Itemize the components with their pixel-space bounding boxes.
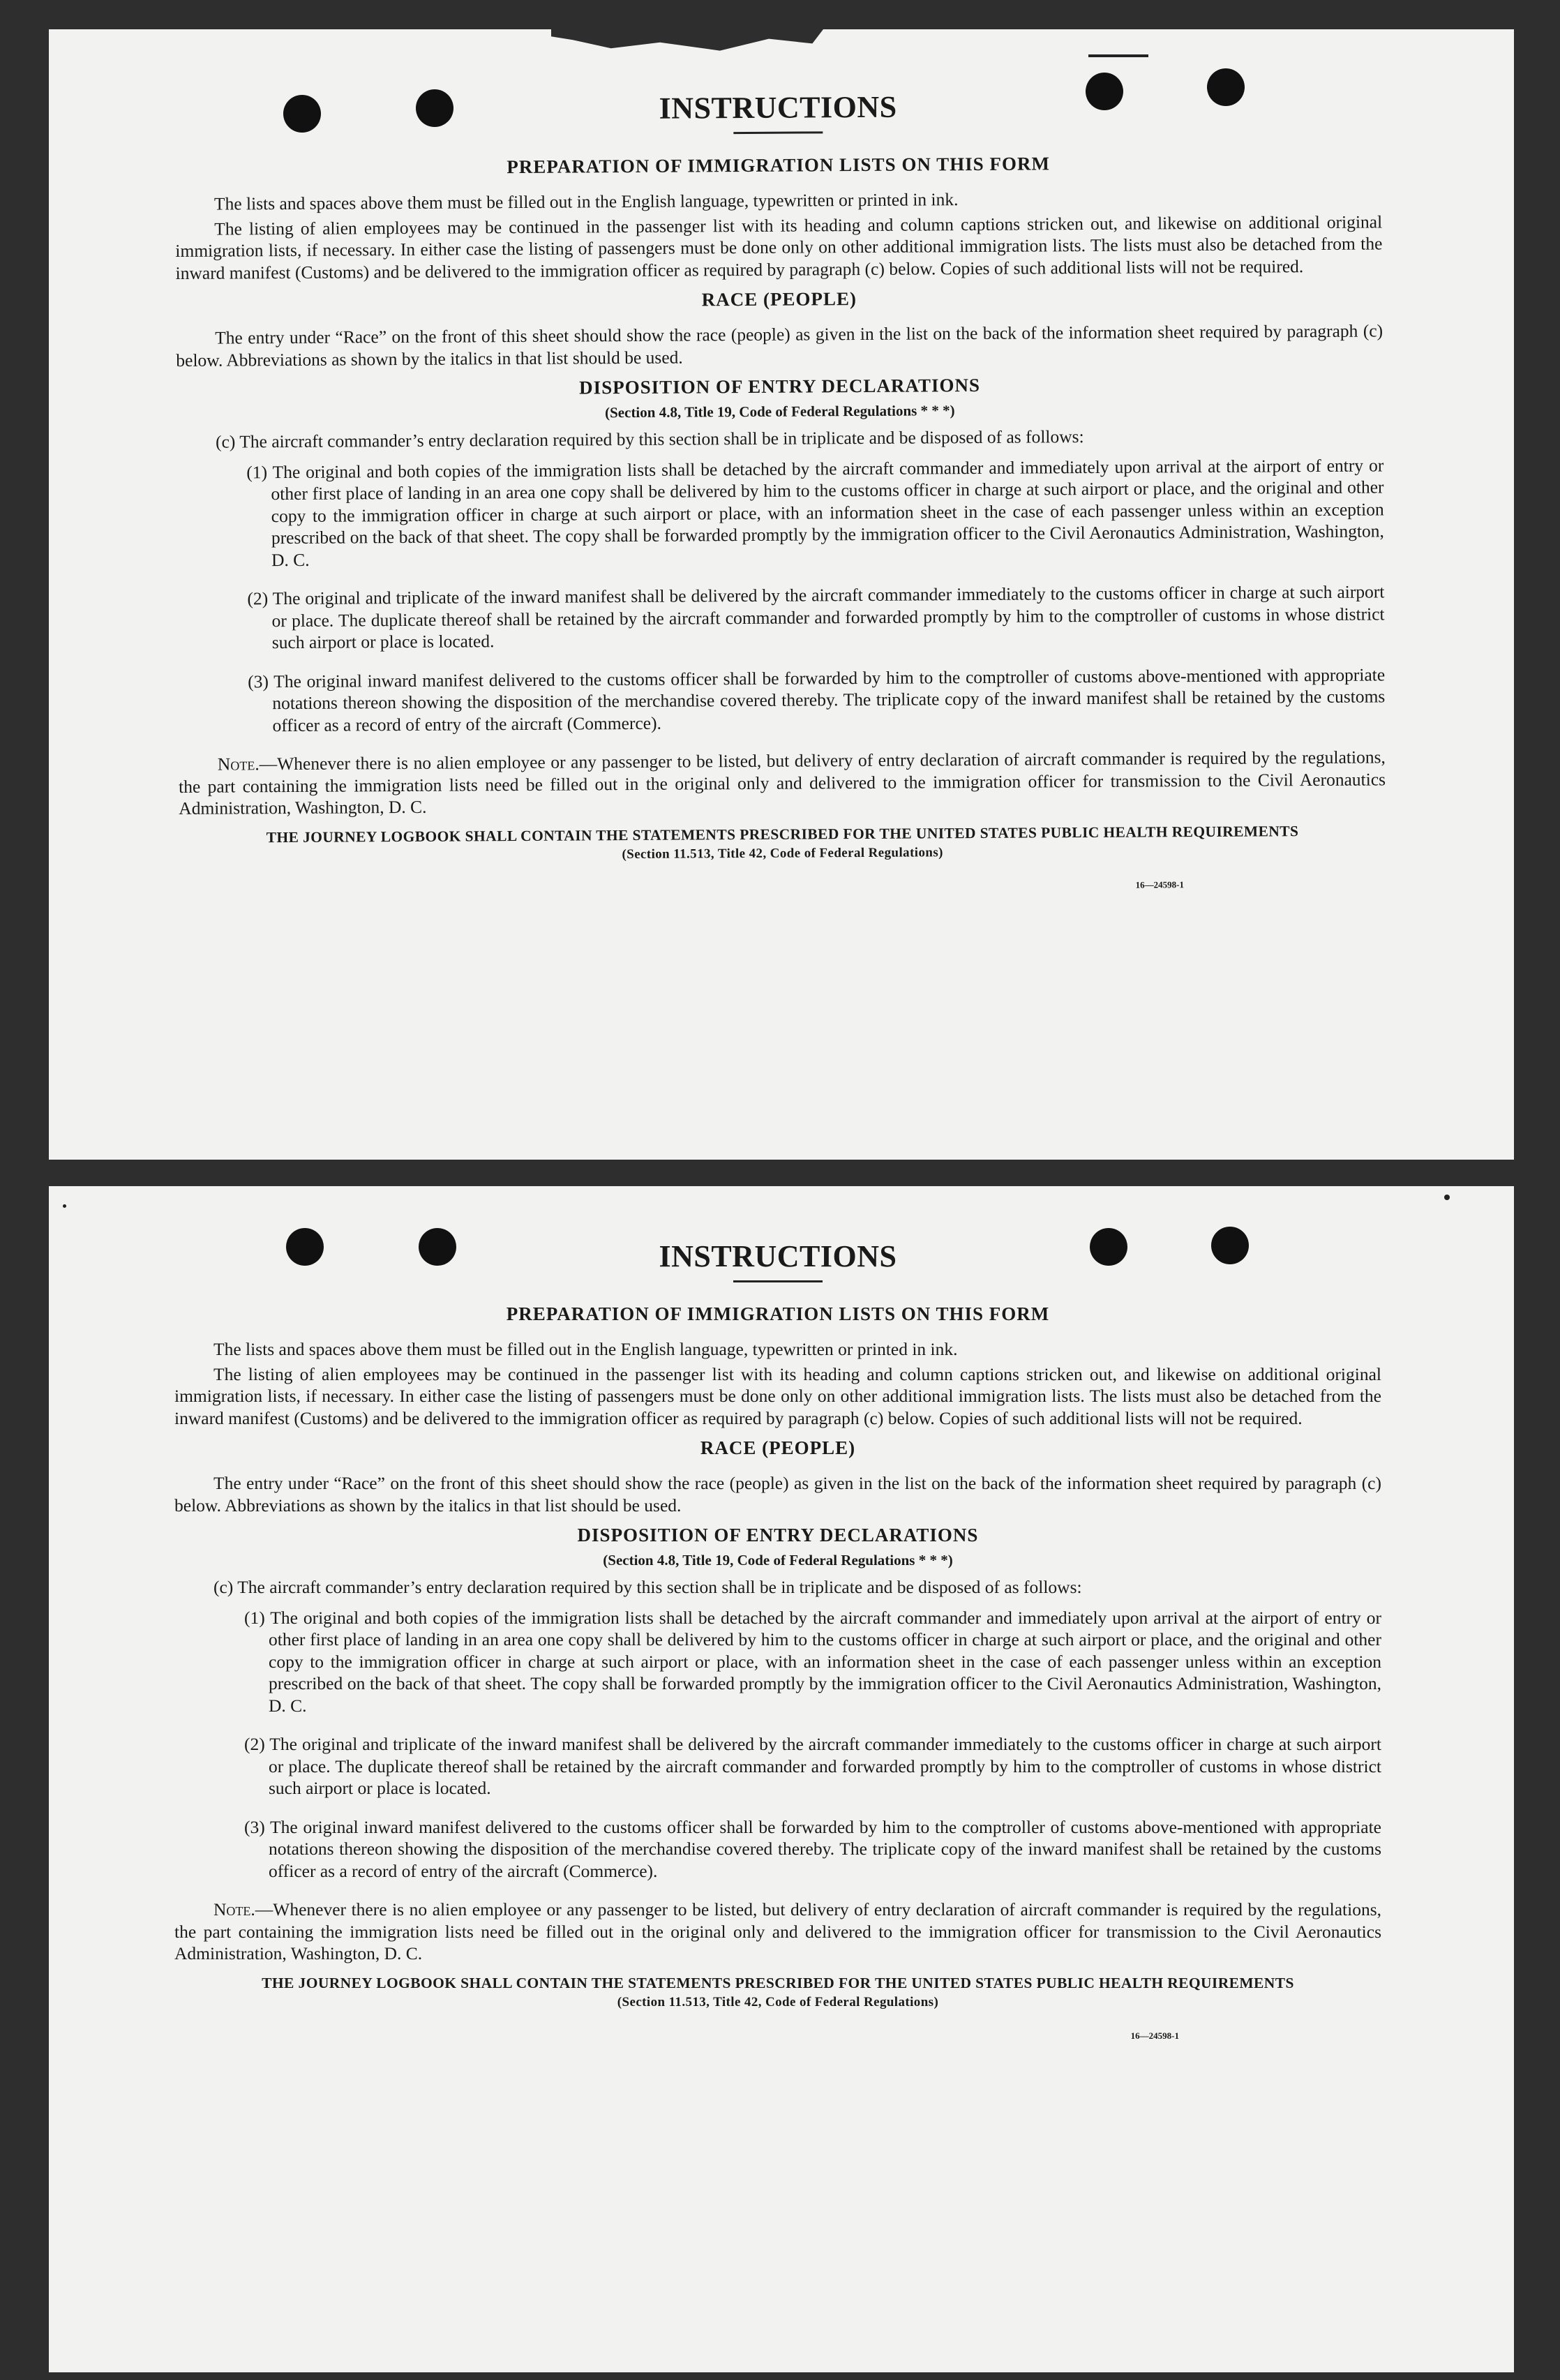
clause-3: (3) The original inward manifest delivered to the customs officer shall be forwarded by him to the comptroller of customs above-mentioned with appropriate notations thereon showing the disposition of the merchandise covered thereby. The triplicate copy of the inward manifest shall be retained by the customs officer as a record of entry of the aircraft (Commerce). xyxy=(248,664,1386,735)
disposition-citation: (Section 4.8, Title 19, Code of Federal Regulations * * *) xyxy=(605,402,955,421)
journey-logbook-citation: (Section 11.513, Title 42, Code of Federal Regulations) xyxy=(622,844,943,862)
note-paragraph xyxy=(179,746,1386,819)
note-paragraph xyxy=(174,1899,1381,1965)
preparation-paragraph-2: The listing of alien employees may be continued in the passenger list with its heading and column captions stricken out, and likewise on additional original immigration lists, if necessary. In either case the listing of passengers must be done only on other additional immigration lists. The lists must also be detached from the inward manifest (Customs) and be delivered to the immigration officer as required by paragraph (c) below. Copies of such additional lists will not be required. xyxy=(175,211,1383,283)
note-label: Note. xyxy=(217,754,260,774)
disposition-citation: (Section 4.8, Title 19, Code of Federal Regulations * * *) xyxy=(603,1552,953,1569)
clause-1: (1) The original and both copies of the immigration lists shall be detached by the aircraft commander and immediately upon arrival at the airport of entry or other first place of landing in an area one copy shall be delivered by him to the customs officer in charge at such airport or place, and the original and other copy to the immigration officer in charge at such airport or place, with an information sheet in the case of each passenger unless within an exception prescribed on the back of that sheet. The copy shall be forwarded promptly by the immigration officer to the Civil Aeronautics Administration, Washington, D. C. xyxy=(246,454,1384,570)
preparation-paragraph-2: The listing of alien employees may be continued in the passenger list with its heading and column captions stricken out, and likewise on additional original immigration lists, if necessary. In either case the listing of passengers must be done only on other additional immigration lists. The lists must also be detached from the inward manifest (Customs) and be delivered to the immigration officer as required by paragraph (c) below. Copies of such additional lists will not be required. xyxy=(174,1363,1381,1428)
clause-2: (2) The original and triplicate of the inward manifest shall be delivered by the aircraft commander immediately to the customs officer in charge at such airport or place. The duplicate thereof shall be retained by the aircraft commander and forwarded promptly by him to the comptroller of customs in whose district such airport or place is located. xyxy=(244,1734,1381,1798)
race-paragraph: The entry under “Race” on the front of this sheet should show the race (people) as given in the list on the back of the information sheet required by paragraph (c) below. Abbreviations as shown by the italics in that list should be used. xyxy=(176,320,1383,371)
disposition-heading: DISPOSITION OF ENTRY DECLARATIONS xyxy=(577,1525,979,1545)
preparation-heading: PREPARATION OF IMMIGRATION LISTS ON THIS FORM xyxy=(506,1303,1050,1324)
ink-mark xyxy=(1088,54,1148,57)
preparation-heading: PREPARATION OF IMMIGRATION LISTS ON THIS FORM xyxy=(507,153,1051,178)
instructions-content-top xyxy=(174,86,1386,896)
clause-c: (c) The aircraft commander’s entry declaration required by this section shall be in triplicate and be disposed of as follows: xyxy=(215,426,1084,452)
race-paragraph: The entry under “Race” on the front of this sheet should show the race (people) as given in the list on the back of the information sheet required by paragraph (c) below. Abbreviations as shown by the italics in that list should be used. xyxy=(174,1473,1381,1515)
page-title: INSTRUCTIONS xyxy=(659,89,897,126)
note-text: —Whenever there is no alien employee or any passenger to be listed, but delivery of entry declaration of aircraft commander is required by the regulations, the part containing the immigration lists need be filled out in the original only and delivered to the immigration officer for transmission to the Civil Aeronautics Administration, Washington, D. C. xyxy=(174,1899,1381,1963)
title-underline xyxy=(733,1280,823,1282)
document-page-bottom xyxy=(49,1186,1514,2372)
instructions-content-bottom xyxy=(174,1238,1381,2042)
clause-3: (3) The original inward manifest delivered to the customs officer shall be forwarded by him to the comptroller of customs above-mentioned with appropriate notations thereon showing the disposition of the merchandise covered thereby. The triplicate copy of the inward manifest shall be retained by the customs officer as a record of entry of the aircraft (Commerce). xyxy=(244,1816,1381,1881)
race-heading: RACE (PEOPLE) xyxy=(700,1437,856,1458)
note-label: Note. xyxy=(213,1899,255,1919)
page-title: INSTRUCTIONS xyxy=(659,1239,897,1273)
disposition-heading: DISPOSITION OF ENTRY DECLARATIONS xyxy=(579,374,981,398)
form-number: 16—24598-1 xyxy=(1135,878,1184,890)
torn-edge xyxy=(551,29,823,53)
document-page-top xyxy=(49,29,1514,1160)
preparation-paragraph-1: The lists and spaces above them must be filled out in the English language, typewritten or printed in ink. xyxy=(213,189,959,214)
journey-logbook-citation: (Section 11.513, Title 42, Code of Federal Regulations) xyxy=(617,1994,939,2009)
journey-logbook-line: THE JOURNEY LOGBOOK SHALL CONTAIN THE STATEMENTS PRESCRIBED FOR THE UNITED STATES PUBLIC HEALTH REQUIREMENTS xyxy=(266,822,1299,846)
journey-logbook-line: THE JOURNEY LOGBOOK SHALL CONTAIN THE STATEMENTS PRESCRIBED FOR THE UNITED STATES PUBLIC HEALTH REQUIREMENTS xyxy=(262,1974,1294,1991)
ink-mark xyxy=(1444,1195,1450,1200)
clause-1: (1) The original and both copies of the immigration lists shall be detached by the aircraft commander and immediately upon arrival at the airport of entry or other first place of landing in an area one copy shall be delivered by him to the customs officer in charge at such airport or place, and the original and other copy to the immigration officer in charge at such airport or place, with an information sheet in the case of each passenger unless within an exception prescribed on the back of that sheet. The copy shall be forwarded promptly by the immigration officer to the Civil Aeronautics Administration, Washington, D. C. xyxy=(244,1607,1381,1716)
race-heading: RACE (PEOPLE) xyxy=(701,288,857,310)
preparation-paragraph-1: The lists and spaces above them must be filled out in the English language, typewritten or printed in ink. xyxy=(213,1339,958,1359)
form-number: 16—24598-1 xyxy=(1130,2030,1179,2041)
ink-mark xyxy=(63,1204,66,1208)
title-underline xyxy=(733,131,823,134)
note-text: —Whenever there is no alien employee or any passenger to be listed, but delivery of entry declaration of aircraft commander is required by the regulations, the part containing the immigration lists need be filled out in the original only and delivered to the immigration officer for transmission to the Civil Aeronautics Administration, Washington, D. C. xyxy=(178,747,1386,818)
clause-2: (2) The original and triplicate of the inward manifest shall be delivered by the aircraft commander immediately to the customs officer in charge at such airport or place. The duplicate thereof shall be retained by the aircraft commander and forwarded promptly by him to the comptroller of customs in whose district such airport or place is located. xyxy=(247,581,1385,653)
clause-c: (c) The aircraft commander’s entry declaration required by this section shall be in triplicate and be disposed of as follows: xyxy=(213,1577,1082,1597)
